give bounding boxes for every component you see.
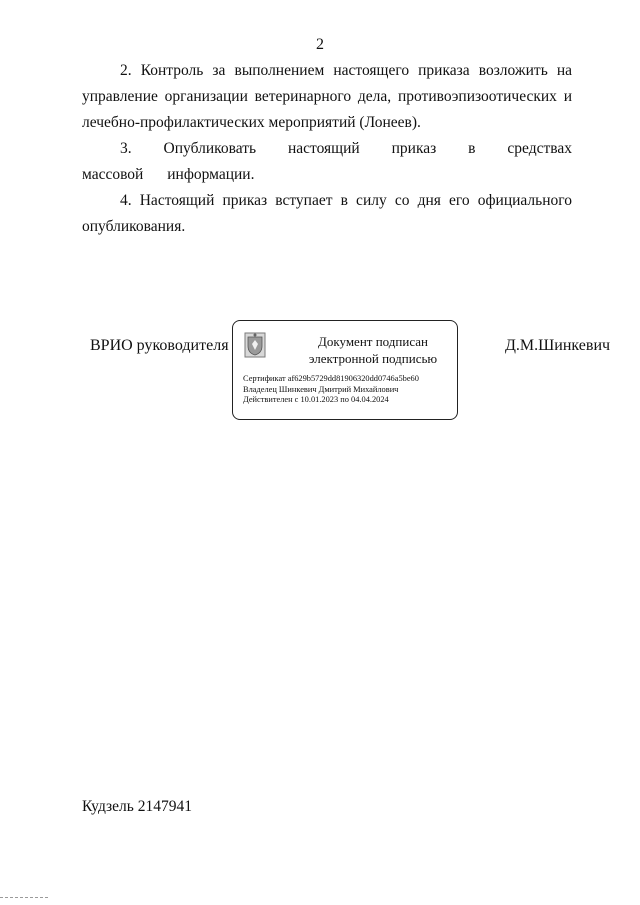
paragraph-line: управление организации ветеринарного дела, противоэпизоотических и (82, 88, 572, 105)
certificate-number: Сертификат af629b5729dd81906320dd0746a5be60 (243, 374, 419, 383)
paragraph-effective (82, 188, 572, 240)
scan-edge-mark (0, 897, 48, 898)
stamp-header-line: Документ подписан (318, 334, 428, 349)
stamp-header-line: электронной подписью (308, 351, 438, 366)
executor-note: Кудзель 2147941 (82, 798, 192, 815)
stamp-header (293, 333, 453, 367)
coat-of-arms-icon (244, 331, 266, 359)
page-number: 2 (316, 36, 324, 53)
electronic-signature-stamp (232, 320, 458, 420)
signatory-name: Д.М.Шинкевич (505, 337, 611, 354)
paragraph-line: 3. Опубликовать настоящий приказ в средствах массовой (82, 140, 572, 183)
paragraph-control (82, 58, 572, 136)
paragraph-line: 2. Контроль за выполнением настоящего приказа возложить на (120, 62, 572, 79)
order-body (82, 58, 572, 240)
certificate-owner: Владелец Шинкевич Дмитрий Михайлович (243, 384, 399, 394)
stamp-details (243, 374, 453, 406)
signatory-position: ВРИО руководителя (90, 337, 229, 354)
certificate-validity: Действителен с 10.01.2023 по 04.04.2024 (243, 395, 389, 404)
paragraph-line: информации. (167, 166, 255, 183)
paragraph-line: опубликования. (82, 218, 186, 235)
paragraph-line: лечебно-профилактических мероприятий (Лонеев). (82, 114, 421, 131)
paragraph-line: 4. Настоящий приказ вступает в силу со дня его официального (120, 192, 572, 209)
paragraph-publish (82, 136, 572, 188)
